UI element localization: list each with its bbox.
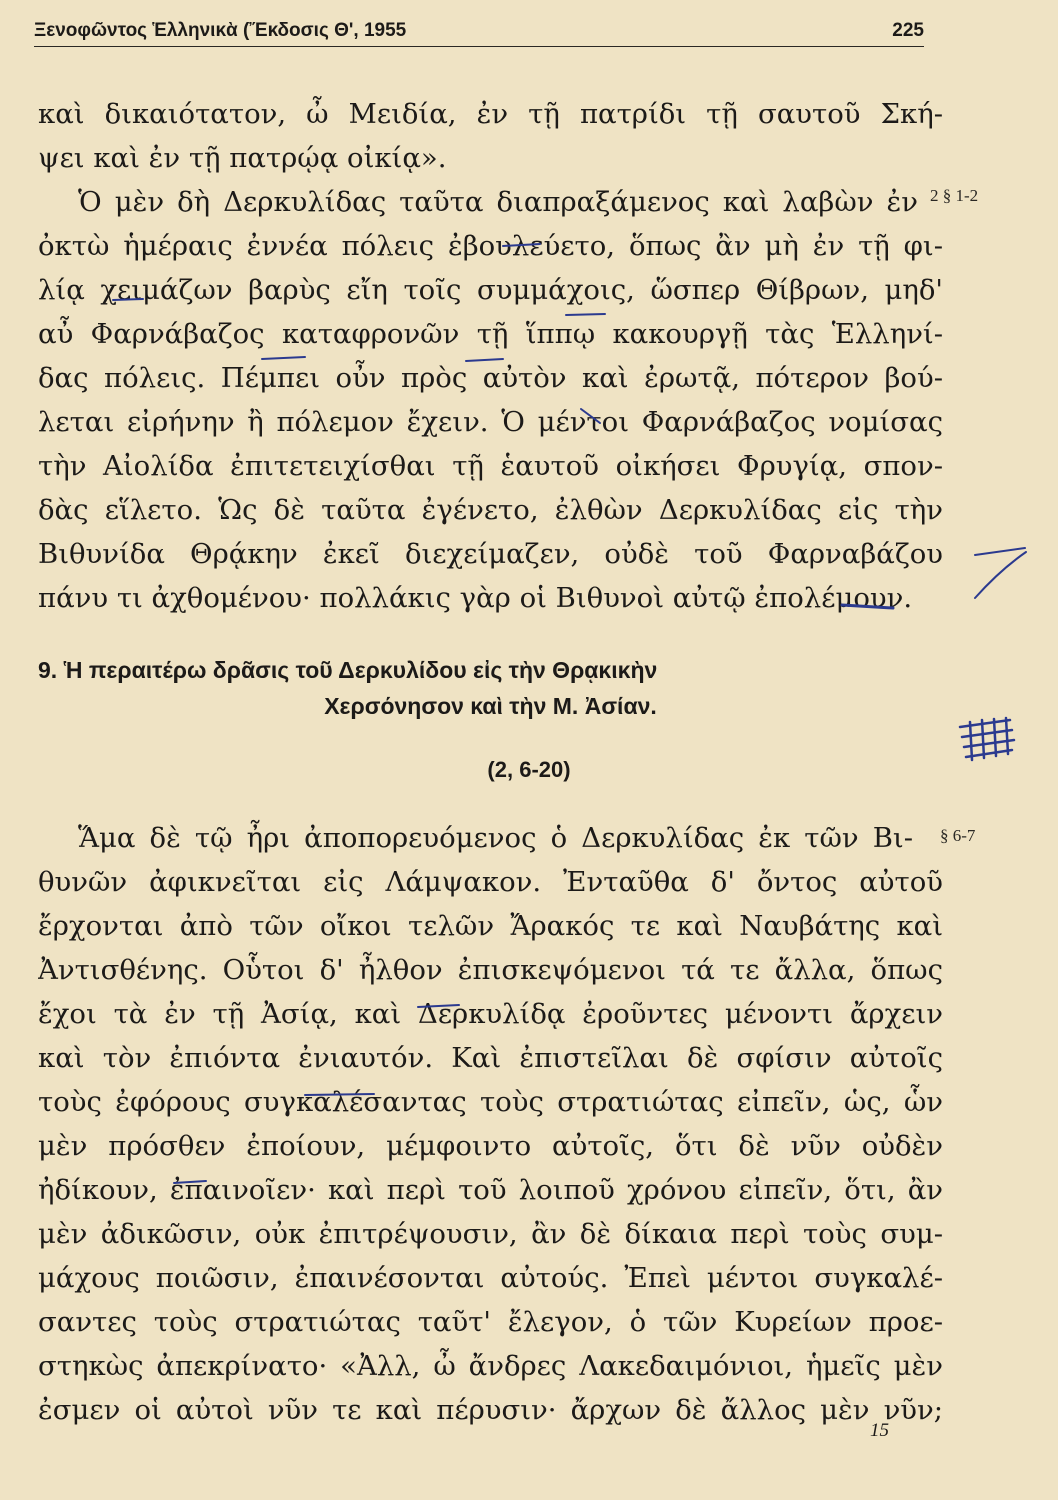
text-line: δὰς εἵλετο. Ὡς δὲ ταῦτα ἐγένετο, ἐλθὼν Δερκυλίδας εἰς τὴν bbox=[38, 494, 943, 526]
pen-underline-mark bbox=[305, 1094, 374, 1095]
pen-slash-mark bbox=[975, 552, 1026, 598]
text-line: μάχους ποιῶσιν, ἐπαινέσονται αὐτούς. Ἐπεὶ μέντοι συγκαλέ- bbox=[38, 1262, 943, 1294]
text-line: πάνυ τι ἀχθομένου· πολλάκις γὰρ οἱ Βιθυνοὶ αὐτῷ ἐπολέμουν. bbox=[38, 582, 913, 614]
text-line: λίᾳ χειμάζων βαρὺς εἴη τοῖς συμμάχοις, ὥσπερ Θίβρων, μηδ' bbox=[38, 274, 943, 306]
pen-underline-mark bbox=[174, 1181, 206, 1183]
pen-underline-mark bbox=[566, 314, 605, 315]
text-line: δας πόλεις. Πέμπει οὖν πρὸς αὐτὸν καὶ ἐρωτᾷ, πότερον βού- bbox=[38, 362, 943, 394]
text-line: λεται εἰρήνην ἢ πόλεμον ἔχειν. Ὁ μέντοι Φαρνάβαζος νομίσας bbox=[38, 406, 943, 438]
text-line: ἐσμεν οἱ αὐτοὶ νῦν τε καὶ πέρυσιν· ἄρχων δὲ ἄλλος μὲν νῦν; bbox=[38, 1394, 943, 1426]
running-head-title: Ξενοφῶντος Ἑλληνικὰ (Ἔκδοσις Θ', 1955 bbox=[34, 20, 407, 41]
text-line: Ὁ μὲν δὴ Δερκυλίδας ταῦτα διαπραξάμενος καὶ λαβὼν ἐν bbox=[78, 186, 918, 218]
pen-underline-mark bbox=[418, 1005, 459, 1007]
section-heading-line: Χερσόνησον καὶ τὴν Μ. Ἀσίαν. bbox=[324, 693, 657, 719]
page-number: 225 bbox=[892, 20, 924, 41]
text-line: στηκὼς ἀπεκρίνατο· «Ἀλλ, ὦ ἄνδρες Λακεδαιμόνιοι, ἡμεῖς μὲν bbox=[38, 1350, 943, 1382]
chapter-range: (2, 6-20) bbox=[487, 757, 571, 782]
pen-underline-mark bbox=[262, 357, 305, 359]
pen-underline-mark bbox=[503, 244, 540, 246]
pen-underline-mark bbox=[113, 299, 143, 300]
pen-slash-mark bbox=[975, 548, 1025, 555]
text-line: καὶ δικαιότατον, ὦ Μειδία, ἐν τῇ πατρίδι τῇ σαυτοῦ Σκή- bbox=[38, 98, 943, 130]
section-heading-line: 9. Ἡ περαιτέρω δρᾶσις τοῦ Δερκυλίδου εἰς τὴν Θρᾳκικὴν bbox=[38, 657, 658, 683]
margin-reference: 2 § 1-2 bbox=[930, 186, 979, 205]
text-line: ἔχοι τὰ ἐν τῇ Ἀσίᾳ, καὶ Δερκυλίδᾳ ἐροῦντες μένοντι ἄρχειν bbox=[38, 998, 943, 1030]
pen-underline-mark bbox=[581, 409, 600, 423]
margin-reference: § 6-7 bbox=[940, 826, 976, 845]
text-line: καὶ τὸν ἐπιόντα ἐνιαυτόν. Καὶ ἐπιστεῖλαι δὲ σφίσιν αὐτοῖς bbox=[38, 1042, 943, 1074]
text-line: αὖ Φαρνάβαζος καταφρονῶν τῇ ἵππῳ κακουργῇ τὰς Ἑλληνί- bbox=[38, 318, 943, 350]
text-line: ἔρχονται ἀπὸ τῶν οἴκοι τελῶν Ἄρακός τε καὶ Ναυβάτης καὶ bbox=[38, 910, 943, 942]
text-line: ἠδίκουν, ἐπαινοῖεν· καὶ περὶ τοῦ λοιποῦ χρόνου εἰπεῖν, ὅτι, ἂν bbox=[38, 1174, 943, 1206]
text-line: Βιθυνίδα Θρᾴκην ἐκεῖ διεχείμαζεν, οὐδὲ τοῦ Φαρναβάζου bbox=[38, 538, 943, 570]
text-line: ψει καὶ ἐν τῇ πατρῴᾳ οἰκίᾳ». bbox=[38, 142, 447, 174]
text-line: θυνῶν ἀφικνεῖται εἰς Λάμψακον. Ἐνταῦθα δ' ὄντος αὐτοῦ bbox=[38, 866, 943, 898]
pen-underline-mark bbox=[842, 605, 893, 608]
pen-underline-mark bbox=[466, 359, 503, 361]
text-line: σαντες τοὺς στρατιώτας ταῦτ' ἔλεγον, ὁ τῶν Κυρείων προε- bbox=[38, 1306, 943, 1338]
text-line: Ἅμα δὲ τῷ ἦρι ἀποπορευόμενος ὁ Δερκυλίδας ἐκ τῶν Βι- bbox=[78, 822, 913, 854]
text-line: Ἀντισθένης. Οὗτοι δ' ἦλθον ἐπισκεψόμενοι τά τε ἄλλα, ὅπως bbox=[38, 954, 943, 986]
text-line: μὲν ἀδικῶσιν, οὐκ ἐπιτρέψουσιν, ἂν δὲ δίκαια περὶ τοὺς συμ- bbox=[38, 1218, 943, 1250]
text-line: μὲν πρόσθεν ἐποίουν, μέμφοιντο αὐτοῖς, ὅτι δὲ νῦν οὐδὲν bbox=[38, 1130, 943, 1162]
signature-mark: 15 bbox=[870, 1420, 889, 1441]
text-line: ὀκτὼ ἡμέραις ἐννέα πόλεις ἐβουλεύετο, ὅπως ἂν μὴ ἐν τῇ φι- bbox=[38, 230, 943, 262]
text-line: τὴν Αἰολίδα ἐπιτετειχίσθαι τῇ ἑαυτοῦ οἰκήσει Φρυγίᾳ, σπον- bbox=[38, 450, 943, 482]
text-line: τοὺς ἐφόρους συγκαλέσαντας τοὺς στρατιώτας εἰπεῖν, ὡς, ὧν bbox=[38, 1086, 943, 1118]
